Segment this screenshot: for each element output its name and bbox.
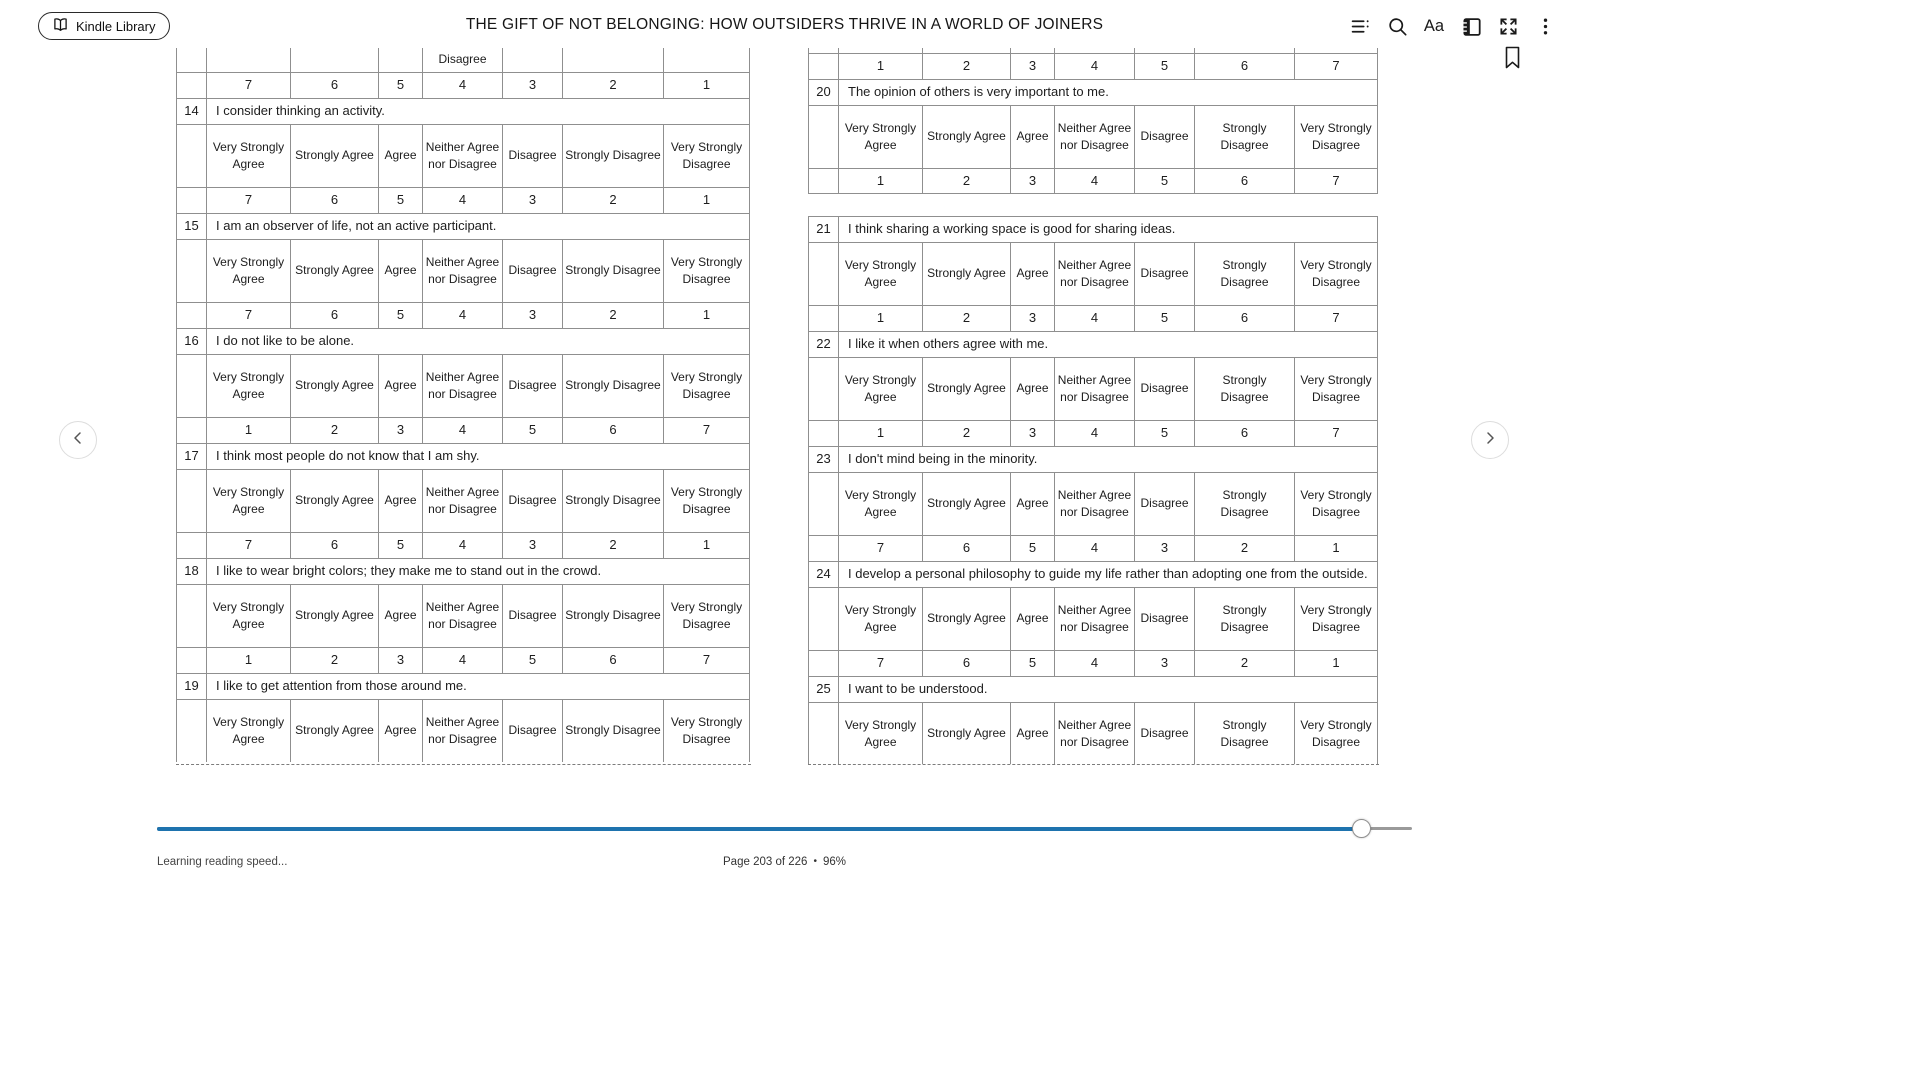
scale-label-cell: Very Strongly Agree xyxy=(838,702,922,765)
empty-cell xyxy=(290,48,378,72)
scale-value-cell: 3 xyxy=(1010,53,1054,79)
scale-label-cell: Very Strongly Agree xyxy=(838,242,922,305)
scale-label-cell: Strongly Agree xyxy=(922,242,1010,305)
item-number-cell: 24 xyxy=(808,561,838,587)
scale-value-cell: 7 xyxy=(663,647,750,673)
scale-label-cell: Disagree xyxy=(502,354,562,417)
scale-values-row xyxy=(808,305,1379,331)
scale-value-cell: 7 xyxy=(1294,420,1378,446)
scale-value-cell: 1 xyxy=(1294,535,1378,561)
scale-value-cell: 5 xyxy=(378,302,422,328)
item-statement-cell: I think sharing a working space is good for sharing ideas. xyxy=(838,216,1378,242)
scale-label-cell: Strongly Disagree xyxy=(1194,702,1294,765)
scale-label-cell: Neither Agree nor Disagree xyxy=(1054,702,1134,765)
scale-value-cell: 1 xyxy=(1294,650,1378,676)
item-number-cell: 14 xyxy=(176,98,206,124)
scale-label-cell: Agree xyxy=(1010,357,1054,420)
item-statement-cell: I like it when others agree with me. xyxy=(838,331,1378,357)
scale-value-cell: 7 xyxy=(838,650,922,676)
scale-label-cell: Very Strongly Disagree xyxy=(663,469,750,532)
reader-view-button[interactable] xyxy=(1457,12,1485,40)
open-book-icon xyxy=(52,16,69,36)
item-statement-cell: The opinion of others is very important to me. xyxy=(838,79,1378,105)
scale-label-cell: Strongly Disagree xyxy=(1194,587,1294,650)
scale-value-cell: 7 xyxy=(206,302,290,328)
scale-label-cell: Neither Agree nor Disagree xyxy=(422,469,502,532)
scale-value-cell: 5 xyxy=(1134,53,1194,79)
scale-labels-row xyxy=(808,472,1379,535)
empty-cell xyxy=(206,48,290,72)
scale-value-cell: 7 xyxy=(838,535,922,561)
scale-value-cell: 3 xyxy=(502,72,562,98)
scale-values-row xyxy=(176,187,751,213)
scale-label-cell: Strongly Agree xyxy=(922,105,1010,168)
scale-value-cell: 6 xyxy=(1194,420,1294,446)
scale-label-cell: Strongly Agree xyxy=(922,702,1010,765)
scale-label-cell: Strongly Agree xyxy=(922,587,1010,650)
scale-label-cell: Neither Agree nor Disagree xyxy=(1054,357,1134,420)
empty-cell xyxy=(176,647,206,673)
scale-value-cell: 2 xyxy=(562,302,663,328)
scale-value-cell: 2 xyxy=(922,53,1010,79)
empty-cell xyxy=(176,417,206,443)
scale-label-cell: Very Strongly Disagree xyxy=(1294,702,1378,765)
item-number-cell: 16 xyxy=(176,328,206,354)
scale-value-cell: 6 xyxy=(562,417,663,443)
scale-label-cell: Agree xyxy=(1010,587,1054,650)
scale-value-cell: 1 xyxy=(663,72,750,98)
scale-value-cell: 5 xyxy=(1010,535,1054,561)
item-statement-cell: I develop a personal philosophy to guide my life rather than adopting one from the outside. xyxy=(838,561,1378,587)
scale-label-cell: Strongly Disagree xyxy=(562,699,663,762)
scale-values-row xyxy=(176,302,751,328)
survey-item-row xyxy=(808,79,1379,105)
scale-value-cell: 2 xyxy=(290,417,378,443)
scale-values-row xyxy=(808,535,1379,561)
scale-value-cell: 7 xyxy=(206,187,290,213)
scale-value-cell: 1 xyxy=(838,305,922,331)
scale-value-cell: 7 xyxy=(663,417,750,443)
scale-value-cell: 6 xyxy=(290,302,378,328)
empty-cell xyxy=(176,469,206,532)
scale-label-cell: Very Strongly Disagree xyxy=(1294,242,1378,305)
page-progress-label xyxy=(157,856,1412,868)
scale-label-cell: Very Strongly Agree xyxy=(206,354,290,417)
scale-values-row xyxy=(808,53,1379,79)
scale-label-cell: Very Strongly Agree xyxy=(206,124,290,187)
search-icon xyxy=(1387,16,1408,37)
scale-label-cell: Agree xyxy=(378,469,422,532)
scale-label-cell: Neither Agree nor Disagree xyxy=(422,699,502,762)
empty-cell xyxy=(502,48,562,72)
survey-item-row xyxy=(176,673,751,699)
scale-label-cell: Strongly Disagree xyxy=(562,469,663,532)
scale-label-cell: Strongly Disagree xyxy=(1194,472,1294,535)
scale-label-cell: Very Strongly Agree xyxy=(206,239,290,302)
empty-cell xyxy=(176,239,206,302)
chevron-right-icon xyxy=(1482,430,1498,451)
scale-label-cell: Neither Agree nor Disagree xyxy=(422,239,502,302)
survey-item-row xyxy=(808,331,1379,357)
scale-label-cell: Strongly Disagree xyxy=(1194,105,1294,168)
empty-cell xyxy=(176,124,206,187)
item-statement-cell: I don't mind being in the minority. xyxy=(838,446,1378,472)
scale-label-cell: Disagree xyxy=(502,584,562,647)
scale-labels-row xyxy=(808,242,1379,305)
reader-toolbar-icons xyxy=(1346,12,1559,40)
clipped-labels-row xyxy=(176,48,751,72)
scale-label-cell: Strongly Agree xyxy=(290,239,378,302)
scale-label-cell: Disagree xyxy=(422,48,502,72)
scale-label-cell: Agree xyxy=(378,124,422,187)
scale-label-cell: Very Strongly Disagree xyxy=(1294,357,1378,420)
progress-knob[interactable] xyxy=(1352,819,1371,838)
scale-label-cell: Agree xyxy=(1010,472,1054,535)
scale-label-cell: Strongly Disagree xyxy=(562,124,663,187)
scale-labels-row xyxy=(176,354,751,417)
scale-label-cell: Disagree xyxy=(1134,105,1194,168)
scale-value-cell: 5 xyxy=(1134,420,1194,446)
scale-label-cell: Strongly Disagree xyxy=(1194,357,1294,420)
scale-value-cell: 6 xyxy=(290,72,378,98)
scale-label-cell: Strongly Agree xyxy=(290,469,378,532)
scale-label-cell: Very Strongly Agree xyxy=(838,472,922,535)
scale-label-cell: Disagree xyxy=(1134,587,1194,650)
survey-item-row xyxy=(808,446,1379,472)
item-statement-cell: I do not like to be alone. xyxy=(206,328,750,354)
scale-value-cell: 1 xyxy=(663,302,750,328)
item-statement-cell: I am an observer of life, not an active participant. xyxy=(206,213,750,239)
scale-values-row xyxy=(808,168,1379,194)
scale-label-cell: Disagree xyxy=(1134,702,1194,765)
next-page-button[interactable] xyxy=(1471,421,1509,459)
scale-label-cell: Strongly Agree xyxy=(290,584,378,647)
item-number-cell: 21 xyxy=(808,216,838,242)
scale-label-cell: Neither Agree nor Disagree xyxy=(1054,587,1134,650)
scale-value-cell: 4 xyxy=(1054,535,1134,561)
item-number-cell: 20 xyxy=(808,79,838,105)
scale-value-cell: 1 xyxy=(838,420,922,446)
scale-value-cell: 2 xyxy=(922,305,1010,331)
empty-cell xyxy=(808,305,838,331)
scale-value-cell: 5 xyxy=(502,647,562,673)
scale-label-cell: Strongly Disagree xyxy=(562,354,663,417)
font-settings-aa-icon: Aa xyxy=(1423,16,1445,35)
scale-label-cell: Disagree xyxy=(1134,357,1194,420)
scale-value-cell: 1 xyxy=(206,647,290,673)
scale-label-cell: Disagree xyxy=(502,239,562,302)
item-number-cell: 15 xyxy=(176,213,206,239)
scale-value-cell: 4 xyxy=(1054,650,1134,676)
scale-value-cell: 7 xyxy=(1294,168,1378,194)
scale-label-cell: Very Strongly Disagree xyxy=(1294,105,1378,168)
scale-value-cell: 6 xyxy=(290,187,378,213)
scale-labels-row xyxy=(176,124,751,187)
scale-label-cell: Very Strongly Disagree xyxy=(663,354,750,417)
scale-label-cell: Agree xyxy=(378,699,422,762)
scale-labels-row xyxy=(808,357,1379,420)
empty-cell xyxy=(378,48,422,72)
survey-item-row xyxy=(176,98,751,124)
scale-labels-row xyxy=(808,587,1379,650)
empty-cell xyxy=(808,650,838,676)
scale-label-cell: Strongly Disagree xyxy=(562,239,663,302)
scale-value-cell: 3 xyxy=(1010,420,1054,446)
scale-value-cell: 3 xyxy=(502,532,562,558)
survey-item-row xyxy=(176,328,751,354)
top-toolbar xyxy=(0,0,1920,52)
scale-label-cell: Very Strongly Disagree xyxy=(663,239,750,302)
scale-label-cell: Strongly Agree xyxy=(922,357,1010,420)
survey-item-row xyxy=(808,676,1379,702)
page-number-text: Page 203 of 226 xyxy=(723,856,808,868)
scale-value-cell: 2 xyxy=(562,532,663,558)
item-statement-cell: I think most people do not know that I am shy. xyxy=(206,443,750,469)
scale-values-row xyxy=(176,532,751,558)
scale-value-cell: 4 xyxy=(422,647,502,673)
scale-value-cell: 5 xyxy=(378,187,422,213)
empty-cell xyxy=(808,168,838,194)
item-statement-cell: I like to get attention from those around me. xyxy=(206,673,750,699)
scale-label-cell: Very Strongly Agree xyxy=(838,105,922,168)
item-number-cell: 23 xyxy=(808,446,838,472)
scale-value-cell: 2 xyxy=(290,647,378,673)
scale-label-cell: Very Strongly Disagree xyxy=(1294,587,1378,650)
scale-value-cell: 2 xyxy=(922,420,1010,446)
bookmark-icon xyxy=(1503,46,1522,73)
scale-label-cell: Neither Agree nor Disagree xyxy=(422,124,502,187)
bullet-separator: • xyxy=(813,856,817,867)
book-title: THE GIFT OF NOT BELONGING: HOW OUTSIDERS THRIVE IN A WORLD OF JOINERS xyxy=(465,16,1104,33)
item-number-cell: 19 xyxy=(176,673,206,699)
scale-labels-row xyxy=(176,584,751,647)
empty-cell xyxy=(562,48,663,72)
scale-label-cell: Very Strongly Disagree xyxy=(663,584,750,647)
empty-cell xyxy=(663,48,750,72)
scale-value-cell: 3 xyxy=(1134,650,1194,676)
scale-value-cell: 2 xyxy=(1194,535,1294,561)
scale-labels-row xyxy=(176,469,751,532)
scale-values-row xyxy=(808,420,1379,446)
scale-value-cell: 7 xyxy=(1294,305,1378,331)
empty-cell xyxy=(176,699,206,762)
scale-value-cell: 4 xyxy=(422,187,502,213)
progress-fill xyxy=(157,827,1356,831)
scale-value-cell: 4 xyxy=(1054,420,1134,446)
overflow-menu-button[interactable] xyxy=(1531,12,1559,40)
notes-list-icon xyxy=(1350,16,1371,37)
survey-table-right-column xyxy=(808,48,1379,765)
item-number-cell: 17 xyxy=(176,443,206,469)
scale-label-cell: Strongly Agree xyxy=(922,472,1010,535)
previous-page-button[interactable] xyxy=(59,421,97,459)
empty-cell xyxy=(176,354,206,417)
scale-value-cell: 4 xyxy=(1054,168,1134,194)
scale-values-row xyxy=(176,72,751,98)
scale-label-cell: Very Strongly Agree xyxy=(838,587,922,650)
scale-value-cell: 5 xyxy=(378,72,422,98)
scale-label-cell: Neither Agree nor Disagree xyxy=(422,354,502,417)
scale-value-cell: 2 xyxy=(562,72,663,98)
empty-cell xyxy=(808,420,838,446)
empty-cell xyxy=(808,242,838,305)
empty-cell xyxy=(808,702,838,765)
scale-value-cell: 4 xyxy=(422,532,502,558)
kindle-library-button[interactable] xyxy=(38,12,170,40)
search-button[interactable] xyxy=(1383,12,1411,40)
scale-value-cell: 2 xyxy=(1194,650,1294,676)
scale-value-cell: 3 xyxy=(1010,305,1054,331)
scale-label-cell: Disagree xyxy=(502,469,562,532)
scale-label-cell: Neither Agree nor Disagree xyxy=(1054,242,1134,305)
scale-value-cell: 2 xyxy=(562,187,663,213)
scale-value-cell: 4 xyxy=(422,72,502,98)
scale-value-cell: 1 xyxy=(663,187,750,213)
scale-label-cell: Very Strongly Agree xyxy=(838,357,922,420)
scale-label-cell: Agree xyxy=(1010,242,1054,305)
empty-cell xyxy=(176,532,206,558)
scale-value-cell: 2 xyxy=(922,168,1010,194)
scale-value-cell: 4 xyxy=(422,302,502,328)
reading-progress-slider[interactable] xyxy=(157,819,1412,838)
scale-labels-row xyxy=(808,702,1379,765)
scale-value-cell: 5 xyxy=(1134,168,1194,194)
survey-item-row xyxy=(176,213,751,239)
scale-labels-row xyxy=(808,105,1379,168)
bookmark-button[interactable] xyxy=(1501,46,1523,74)
fullscreen-expand-icon xyxy=(1498,16,1519,37)
scale-value-cell: 3 xyxy=(1010,168,1054,194)
scale-value-cell: 5 xyxy=(378,532,422,558)
empty-cell xyxy=(808,472,838,535)
reader-view-icon xyxy=(1461,16,1482,37)
scale-label-cell: Very Strongly Disagree xyxy=(1294,472,1378,535)
scale-label-cell: Neither Agree nor Disagree xyxy=(1054,472,1134,535)
scale-label-cell: Strongly Agree xyxy=(290,354,378,417)
empty-cell xyxy=(808,357,838,420)
scale-value-cell: 6 xyxy=(922,650,1010,676)
scale-value-cell: 5 xyxy=(1010,650,1054,676)
scale-label-cell: Neither Agree nor Disagree xyxy=(1054,105,1134,168)
scale-label-cell: Neither Agree nor Disagree xyxy=(422,584,502,647)
scale-label-cell: Disagree xyxy=(1134,242,1194,305)
scale-value-cell: 7 xyxy=(1294,53,1378,79)
scale-value-cell: 1 xyxy=(663,532,750,558)
scale-label-cell: Strongly Agree xyxy=(290,124,378,187)
scale-value-cell: 3 xyxy=(1134,535,1194,561)
scale-values-row xyxy=(808,650,1379,676)
scale-label-cell: Very Strongly Agree xyxy=(206,699,290,762)
scale-label-cell: Agree xyxy=(378,584,422,647)
scale-value-cell: 6 xyxy=(290,532,378,558)
scale-value-cell: 4 xyxy=(1054,305,1134,331)
scale-label-cell: Strongly Disagree xyxy=(1194,242,1294,305)
scale-value-cell: 1 xyxy=(838,168,922,194)
scale-label-cell: Strongly Disagree xyxy=(562,584,663,647)
empty-cell xyxy=(176,302,206,328)
scale-labels-row xyxy=(176,699,751,762)
scale-value-cell: 6 xyxy=(922,535,1010,561)
scale-value-cell: 1 xyxy=(206,417,290,443)
scale-label-cell: Disagree xyxy=(502,699,562,762)
empty-cell xyxy=(176,187,206,213)
survey-item-row xyxy=(808,216,1379,242)
percent-read-text: 96% xyxy=(822,856,846,868)
survey-table-left-column xyxy=(176,48,751,765)
survey-item-row xyxy=(176,443,751,469)
survey-item-row xyxy=(808,561,1379,587)
empty-cell xyxy=(176,584,206,647)
chevron-left-icon xyxy=(70,430,86,451)
scale-label-cell: Disagree xyxy=(502,124,562,187)
reading-speed-status: Learning reading speed... xyxy=(157,856,288,868)
scale-value-cell: 3 xyxy=(378,647,422,673)
scale-label-cell: Agree xyxy=(378,239,422,302)
scale-value-cell: 7 xyxy=(206,532,290,558)
scale-label-cell: Very Strongly Agree xyxy=(206,469,290,532)
scale-label-cell: Agree xyxy=(378,354,422,417)
scale-label-cell: Disagree xyxy=(1134,472,1194,535)
item-statement-cell: I like to wear bright colors; they make me to stand out in the crowd. xyxy=(206,558,750,584)
scale-label-cell: Very Strongly Disagree xyxy=(663,699,750,762)
scale-value-cell: 4 xyxy=(422,417,502,443)
survey-item-row xyxy=(176,558,751,584)
font-settings-button[interactable] xyxy=(1420,12,1448,40)
scale-value-cell: 3 xyxy=(378,417,422,443)
empty-cell xyxy=(808,53,838,79)
scale-value-cell: 3 xyxy=(502,302,562,328)
scale-value-cell: 6 xyxy=(562,647,663,673)
empty-cell xyxy=(176,72,206,98)
scale-value-cell: 6 xyxy=(1194,53,1294,79)
scale-value-cell: 7 xyxy=(206,72,290,98)
item-number-cell: 25 xyxy=(808,676,838,702)
item-statement-cell: I consider thinking an activity. xyxy=(206,98,750,124)
fullscreen-button[interactable] xyxy=(1494,12,1522,40)
scale-value-cell: 6 xyxy=(1194,305,1294,331)
item-number-cell: 22 xyxy=(808,331,838,357)
scale-values-row xyxy=(176,647,751,673)
scale-values-row xyxy=(176,417,751,443)
item-statement-cell: I want to be understood. xyxy=(838,676,1378,702)
kindle-library-label: Kindle Library xyxy=(76,18,156,34)
empty-cell xyxy=(808,587,838,650)
scale-value-cell: 5 xyxy=(502,417,562,443)
empty-cell xyxy=(808,535,838,561)
scale-label-cell: Strongly Agree xyxy=(290,699,378,762)
scale-label-cell: Very Strongly Agree xyxy=(206,584,290,647)
kebab-menu-icon xyxy=(1535,16,1556,37)
item-number-cell: 18 xyxy=(176,558,206,584)
scale-label-cell: Very Strongly Disagree xyxy=(663,124,750,187)
scale-value-cell: 3 xyxy=(502,187,562,213)
scale-label-cell: Agree xyxy=(1010,105,1054,168)
scale-labels-row xyxy=(176,239,751,302)
scale-value-cell: 4 xyxy=(1054,53,1134,79)
scale-value-cell: 6 xyxy=(1194,168,1294,194)
table-break-gap xyxy=(808,194,1379,216)
empty-cell xyxy=(808,105,838,168)
scale-value-cell: 5 xyxy=(1134,305,1194,331)
notes-toc-button[interactable] xyxy=(1346,12,1374,40)
scale-value-cell: 1 xyxy=(838,53,922,79)
empty-cell xyxy=(176,48,206,72)
scale-label-cell: Agree xyxy=(1010,702,1054,765)
